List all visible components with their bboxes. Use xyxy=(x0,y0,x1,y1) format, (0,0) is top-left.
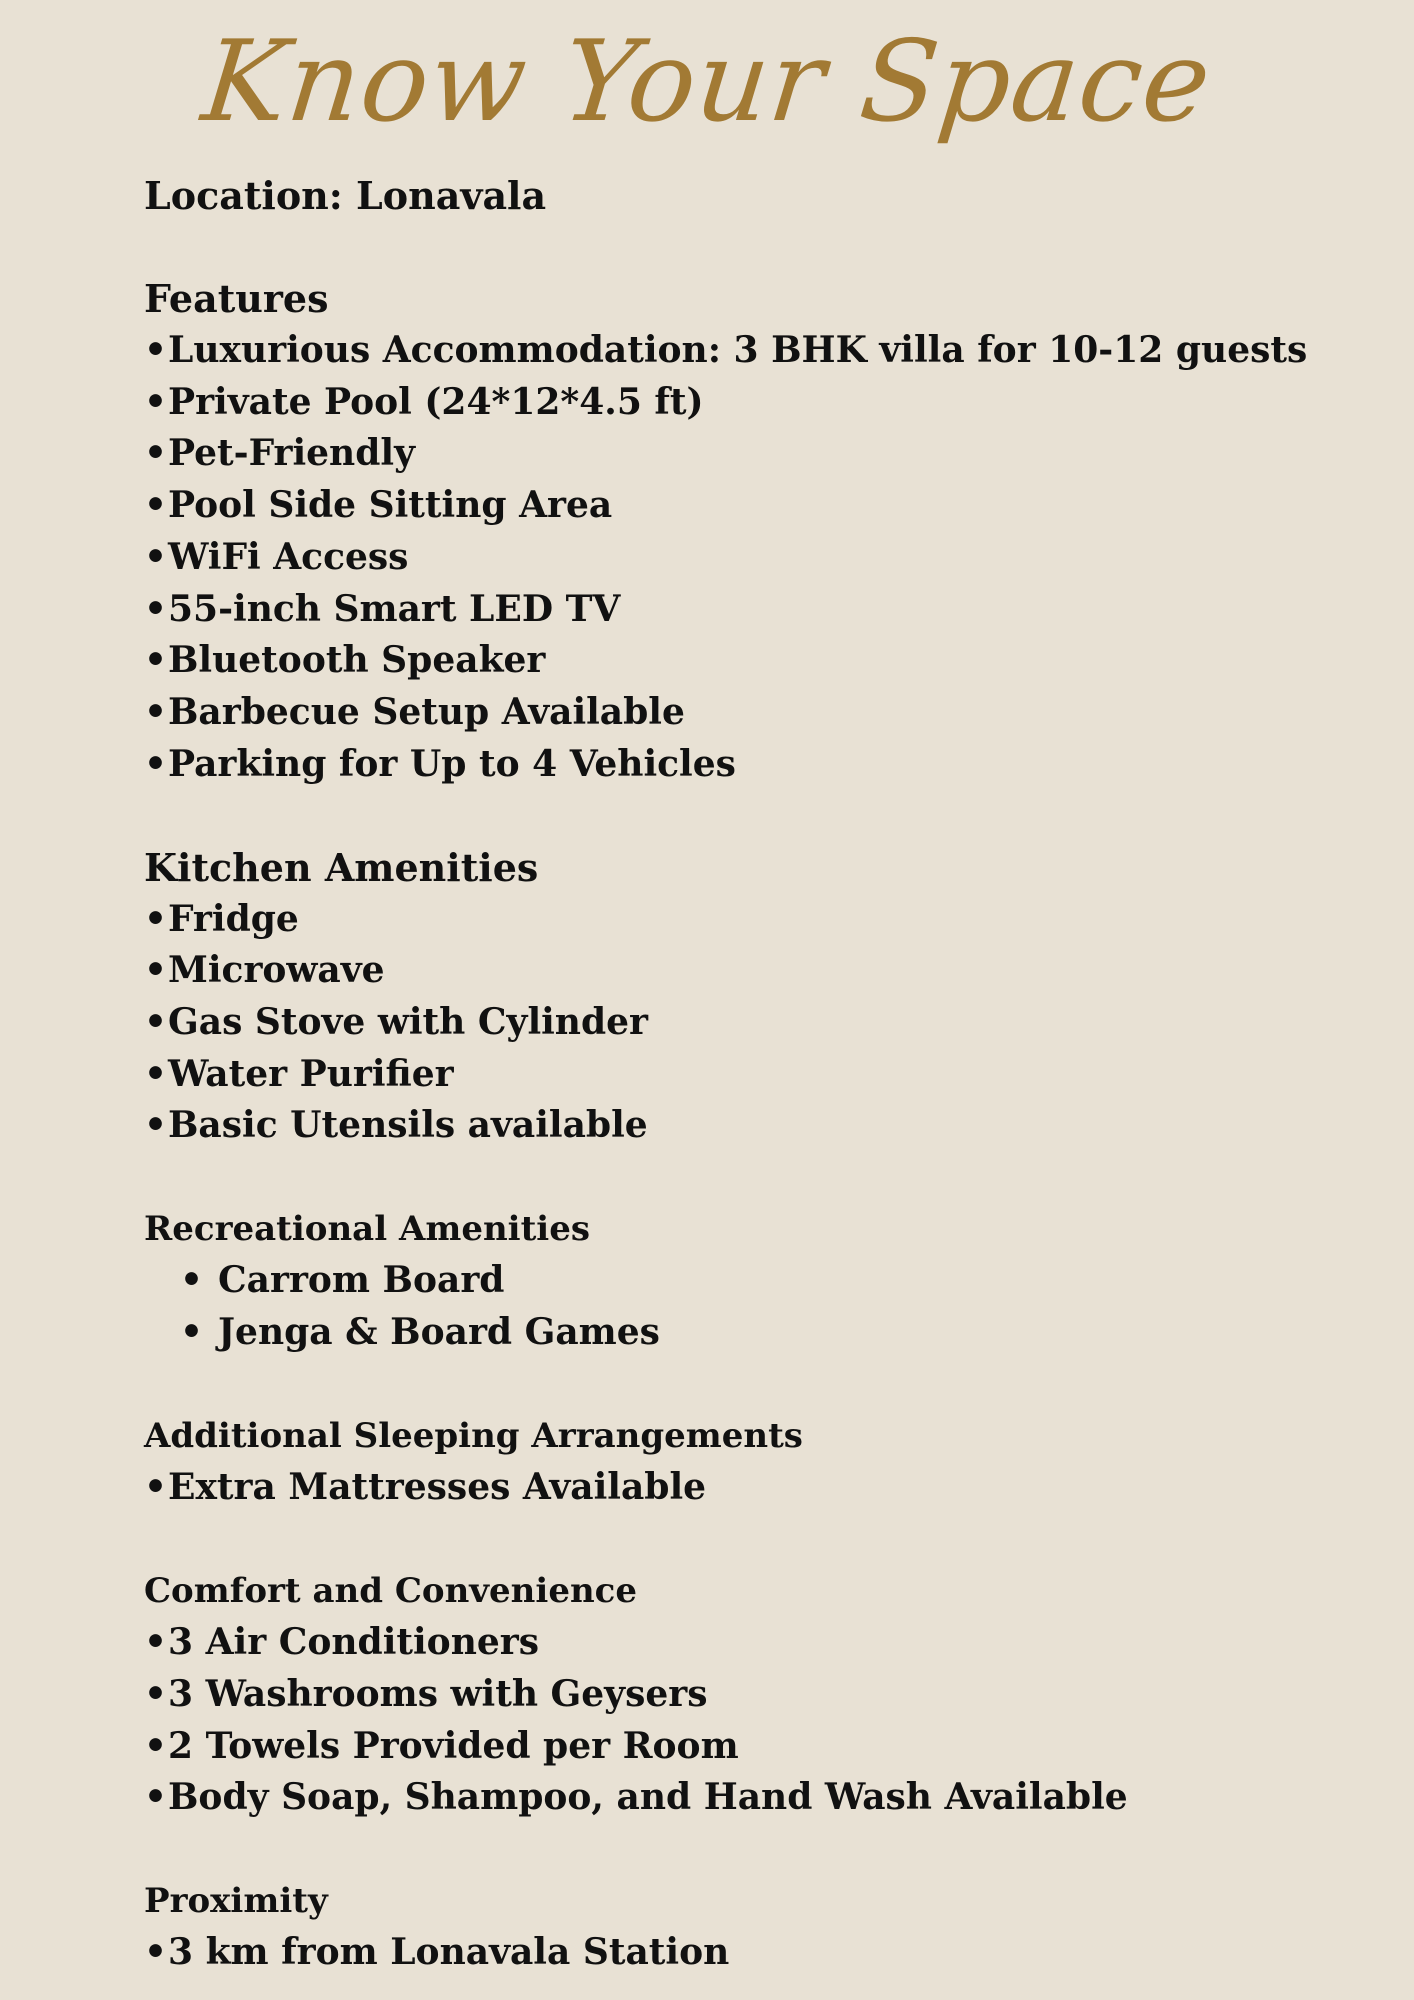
bullet-icon: • xyxy=(144,949,168,992)
list-item: •Luxurious Accommodation: 3 BHK villa for 10-12 guests xyxy=(144,325,1344,377)
list-item: •WiFi Access xyxy=(144,532,1344,584)
sleeping-heading: Additional Sleeping Arrangements xyxy=(144,1415,803,1456)
list-item: •Body Soap, Shampoo, and Hand Wash Available xyxy=(144,1772,1344,1824)
spacer xyxy=(144,1152,1344,1204)
list-item: •Bluetooth Speaker xyxy=(144,635,1344,687)
list-item: •3 Washrooms with Geysers xyxy=(144,1669,1344,1721)
bullet-icon: • xyxy=(144,432,168,475)
list-item: •2 Towels Provided per Room xyxy=(144,1721,1344,1773)
list-item: •3 km from Lonavala Station xyxy=(144,1927,1344,1979)
location-heading: Location: Lonavala xyxy=(144,173,547,218)
bullet-icon: • xyxy=(144,1466,168,1509)
list-item: •55-inch Smart LED TV xyxy=(144,584,1344,636)
bullet-icon: • xyxy=(144,1052,168,1095)
bullet-icon: • xyxy=(144,1001,168,1043)
bullet-icon: • xyxy=(144,1931,168,1974)
bullet-icon: • xyxy=(144,1621,168,1664)
kitchen-heading: Kitchen Amenities xyxy=(144,844,539,890)
list-item: •Private Pool (24*12*4.5 ft) xyxy=(144,377,1344,429)
list-item: •Water Purifier xyxy=(144,1049,1344,1101)
bullet-icon: • xyxy=(144,1724,168,1767)
features-heading: Features xyxy=(144,276,329,322)
bullet-icon: • xyxy=(144,535,168,578)
list-item: •Microwave xyxy=(144,945,1344,997)
list-item: •Barbecue Setup Available xyxy=(144,687,1344,739)
list-item: •Gas Stove with Cylinder xyxy=(144,997,1344,1049)
list-item: •Pool Side Sitting Area xyxy=(144,480,1344,532)
list-item: •Extra Mattresses Available xyxy=(144,1462,1344,1514)
proximity-heading: Proximity xyxy=(144,1880,328,1921)
list-item: •Pet-Friendly xyxy=(144,428,1344,480)
content-column xyxy=(144,170,1344,1979)
recreational-heading: Recreational Amenities xyxy=(144,1208,590,1249)
bullet-icon: • xyxy=(144,639,168,682)
bullet-icon: • xyxy=(144,484,168,527)
spacer xyxy=(144,790,1344,842)
comfort-heading: Comfort and Convenience xyxy=(144,1570,637,1611)
bullet-icon: • xyxy=(144,380,168,423)
spacer xyxy=(144,222,1344,274)
bullet-icon: • xyxy=(144,1776,168,1819)
list-item: • Jenga & Board Games xyxy=(144,1307,1344,1359)
list-item: •Basic Utensils available xyxy=(144,1100,1344,1152)
bullet-icon: • xyxy=(144,742,168,785)
bullet-icon: • xyxy=(144,897,168,940)
bullet-icon: • xyxy=(144,587,168,630)
list-item: • Carrom Board xyxy=(144,1255,1344,1307)
list-item: •Fridge xyxy=(144,894,1344,946)
bullet-icon: • xyxy=(144,1672,168,1715)
list-item: •Parking for Up to 4 Vehicles xyxy=(144,739,1344,791)
bullet-icon: • xyxy=(144,1104,168,1147)
bullet-icon: • xyxy=(180,1259,204,1302)
spacer xyxy=(144,1514,1344,1566)
bullet-icon: • xyxy=(180,1311,204,1354)
spacer xyxy=(144,1359,1344,1411)
list-item: •3 Air Conditioners xyxy=(144,1617,1344,1669)
spacer xyxy=(144,1824,1344,1876)
bullet-icon: • xyxy=(144,690,168,733)
page-title: Know Your Space xyxy=(196,17,1218,147)
bullet-icon: • xyxy=(144,329,168,372)
